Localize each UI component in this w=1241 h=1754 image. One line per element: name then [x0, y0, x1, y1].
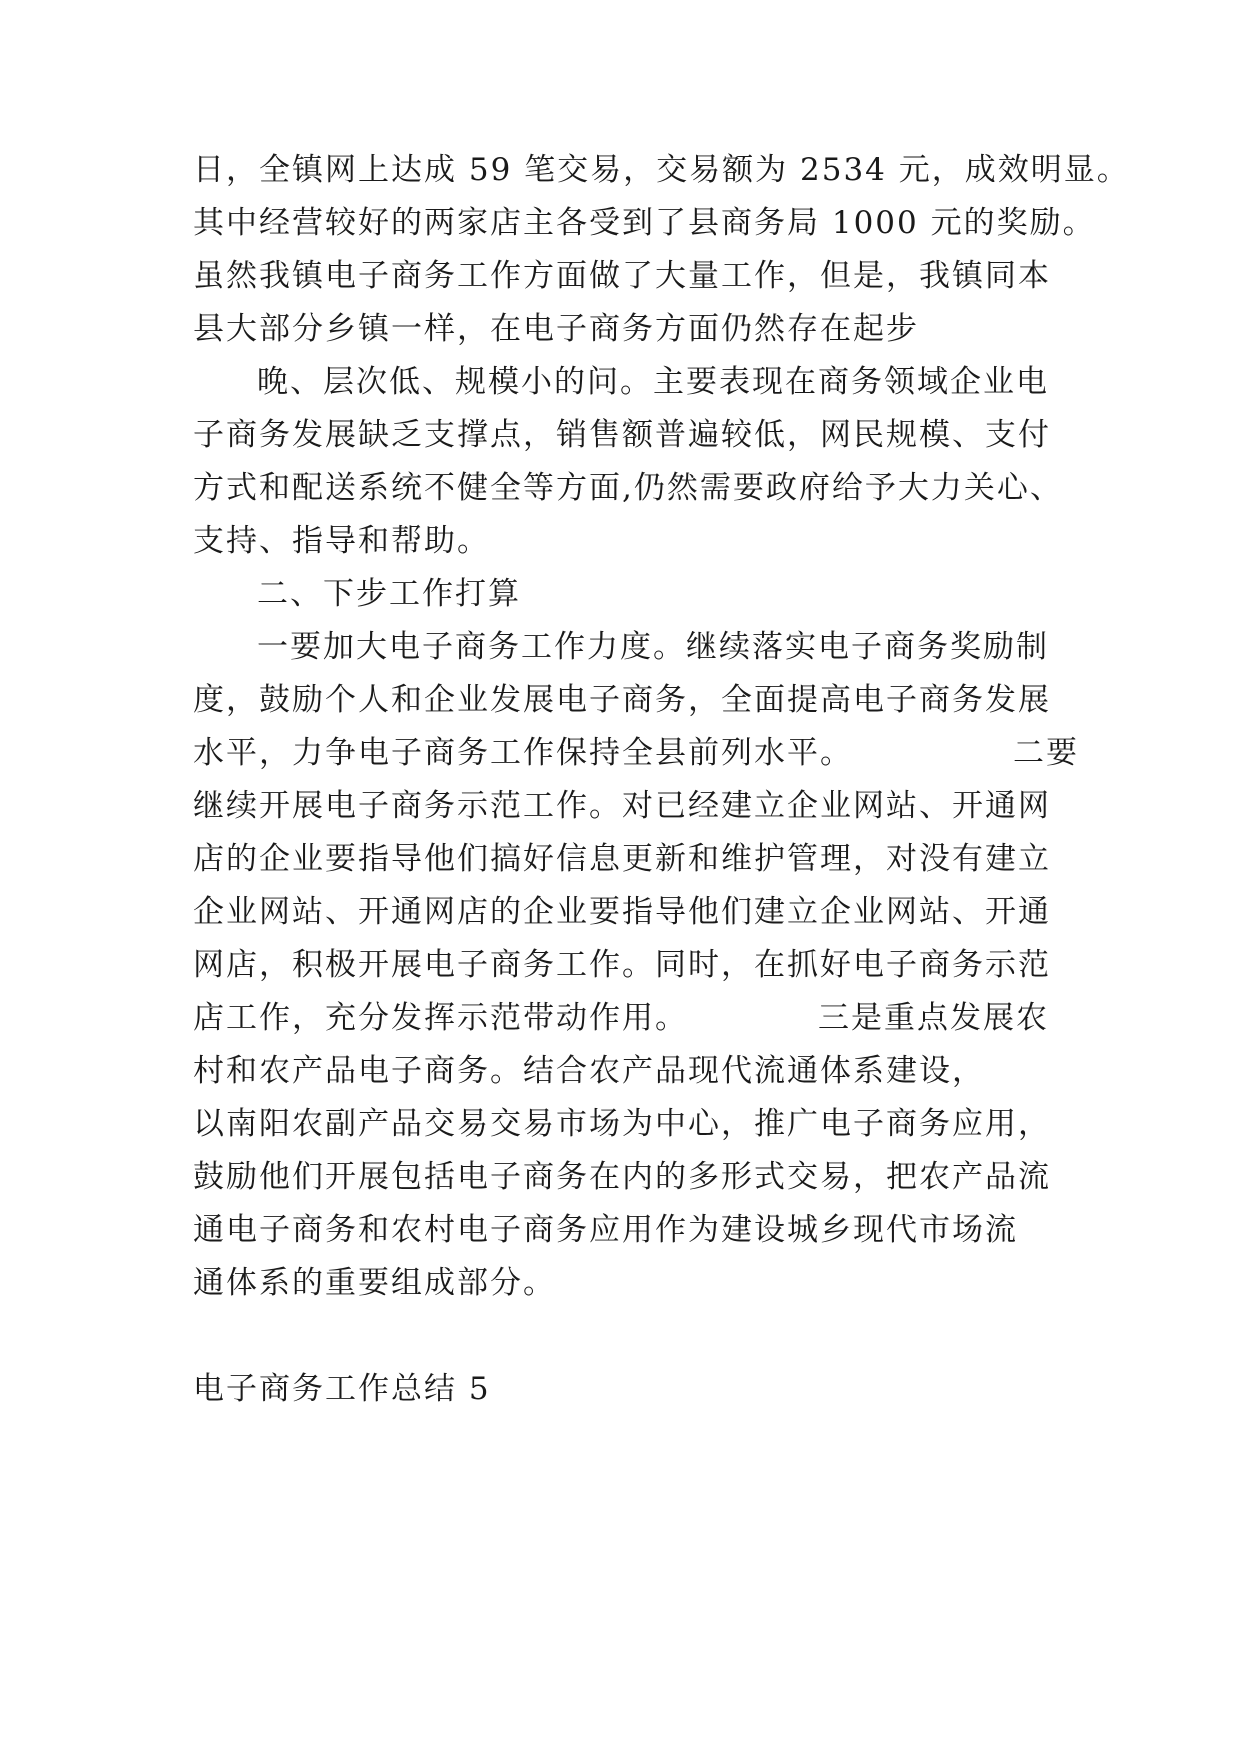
- paragraph-line: 以南阳农副产品交易交易市场为中心，推广电子商务应用，: [193, 1106, 1051, 1142]
- paragraph-line: 通体系的重要组成部分。: [193, 1265, 556, 1301]
- paragraph-line-segment: 三是重点发展农: [818, 1000, 1049, 1036]
- paragraph-line: 子商务发展缺乏支撑点，销售额普遍较低，网民规模、支付: [193, 417, 1051, 453]
- paragraph-line-segment: 店工作，充分发挥示范带动作用。: [193, 1000, 688, 1036]
- paragraph-line: 其中经营较好的两家店主各受到了县商务局 1000 元的奖励。: [193, 205, 1096, 241]
- paragraph-line: 虽然我镇电子商务工作方面做了大量工作，但是，我镇同本: [193, 258, 1051, 294]
- paragraph-line: 村和农产品电子商务。结合农产品现代流通体系建设，: [193, 1053, 985, 1089]
- section-heading: 二、下步工作打算: [257, 576, 521, 612]
- paragraph-line-segment: 二要: [1013, 735, 1079, 771]
- paragraph-line: 一要加大电子商务工作力度。继续落实电子商务奖励制: [257, 629, 1049, 665]
- paragraph-line: 支持、指导和帮助。: [193, 523, 490, 559]
- paragraph-line: 继续开展电子商务示范工作。对已经建立企业网站、开通网: [193, 788, 1051, 824]
- paragraph-line: [193, 998, 1073, 1038]
- paragraph-line-segment: 水平，力争电子商务工作保持全县前列水平。: [193, 735, 853, 771]
- paragraph-line: [193, 733, 1079, 773]
- paragraph-line: 县大部分乡镇一样，在电子商务方面仍然存在起步: [193, 311, 919, 347]
- paragraph-line: 度，鼓励个人和企业发展电子商务，全面提高电子商务发展: [193, 682, 1051, 718]
- paragraph-line: 企业网站、开通网店的企业要指导他们建立企业网站、开通: [193, 894, 1051, 930]
- paragraph-line: 晚、层次低、规模小的问。主要表现在商务领域企业电: [257, 364, 1049, 400]
- paragraph-line: 通电子商务和农村电子商务应用作为建设城乡现代市场流: [193, 1212, 1018, 1248]
- document-title: 电子商务工作总结 5: [193, 1371, 491, 1407]
- paragraph-line: 鼓励他们开展包括电子商务在内的多形式交易，把农产品流: [193, 1159, 1051, 1195]
- paragraph-line: 方式和配送系统不健全等方面,仍然需要政府给予大力关心、: [193, 470, 1063, 506]
- paragraph-line: 网店，积极开展电子商务工作。同时，在抓好电子商务示范: [193, 947, 1051, 983]
- paragraph-line: 日，全镇网上达成 59 笔交易，交易额为 2534 元，成效明显。: [193, 152, 1130, 188]
- paragraph-line: 店的企业要指导他们搞好信息更新和维护管理，对没有建立: [193, 841, 1051, 877]
